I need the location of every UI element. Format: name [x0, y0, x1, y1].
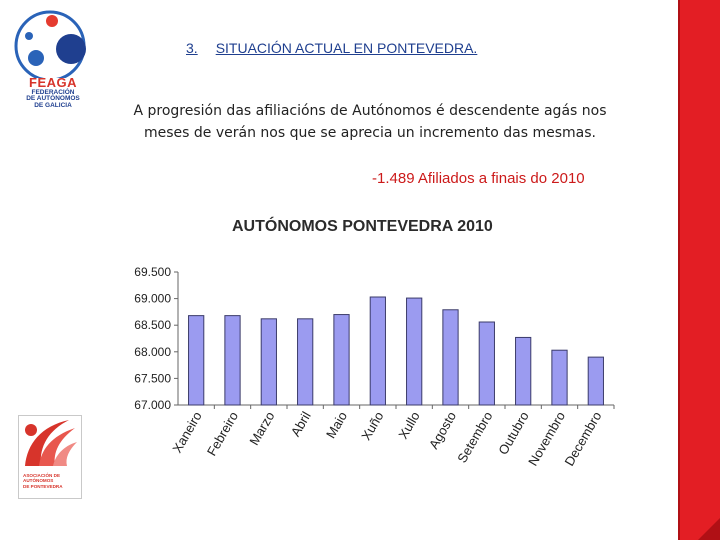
section-number: 3. [186, 40, 198, 56]
y-tick-label: 67.000 [134, 398, 171, 412]
y-tick-label: 69.500 [134, 265, 171, 279]
bar-febreiro [225, 316, 240, 405]
bar-xullo [407, 298, 422, 405]
bar-marzo [261, 319, 276, 405]
bar-setembro [479, 322, 494, 405]
x-tick-label: Xullo [395, 409, 423, 442]
x-tick-label: Marzo [246, 409, 278, 448]
bar-xuño [370, 297, 385, 405]
x-tick-label: Outubro [495, 409, 532, 458]
y-tick-label: 68.000 [134, 344, 171, 359]
bar-outubro [516, 337, 531, 405]
y-tick-label: 67.500 [134, 371, 171, 386]
x-tick-label: Xaneiro [169, 409, 205, 456]
bar-maio [334, 315, 349, 405]
intro-paragraph: A progresión das afiliacións de Autónomos é descendente agás nos meses de verán nos que se aprecia un incremento das mesmas. [133, 103, 607, 141]
logo-line: ASOCIACIÓN DE [23, 473, 61, 478]
x-tick-label: Febreiro [203, 409, 242, 459]
logo-subtitle-line: FEDERACIÓN [31, 88, 75, 96]
bar-novembro [552, 350, 567, 405]
bar-abril [298, 319, 313, 405]
logo-subtitle-line: DE GALICIA [34, 102, 72, 110]
bar-decembro [588, 357, 603, 405]
x-tick-label: Novembro [525, 409, 569, 469]
bar-xaneiro [189, 316, 204, 405]
x-tick-label: Abril [287, 409, 314, 440]
section-title: SITUACIÓN ACTUAL EN PONTEVEDRA. [215, 40, 478, 56]
bar-agosto [443, 310, 458, 405]
logo-brand: FEAGA [29, 75, 77, 90]
x-tick-label: Decembro [561, 409, 605, 469]
highlight-stat: -1.489 Afiliados a finais do 2010 [372, 170, 585, 187]
x-tick-label: Xuño [358, 409, 387, 443]
chart-title: AUTÓNOMOS PONTEVEDRA 2010 [232, 218, 493, 235]
y-tick-label: 69.000 [134, 291, 171, 306]
x-tick-label: Agosto [425, 409, 460, 452]
logo-line: AUTÓNOMOS [23, 478, 54, 484]
logo-line: DE PONTEVEDRA [23, 483, 63, 489]
logo-subtitle-line: DE AUTÓNOMOS [26, 95, 80, 103]
y-tick-label: 68.500 [134, 318, 171, 333]
x-tick-label: Maio [323, 409, 351, 441]
x-tick-label: Setembro [454, 409, 496, 466]
